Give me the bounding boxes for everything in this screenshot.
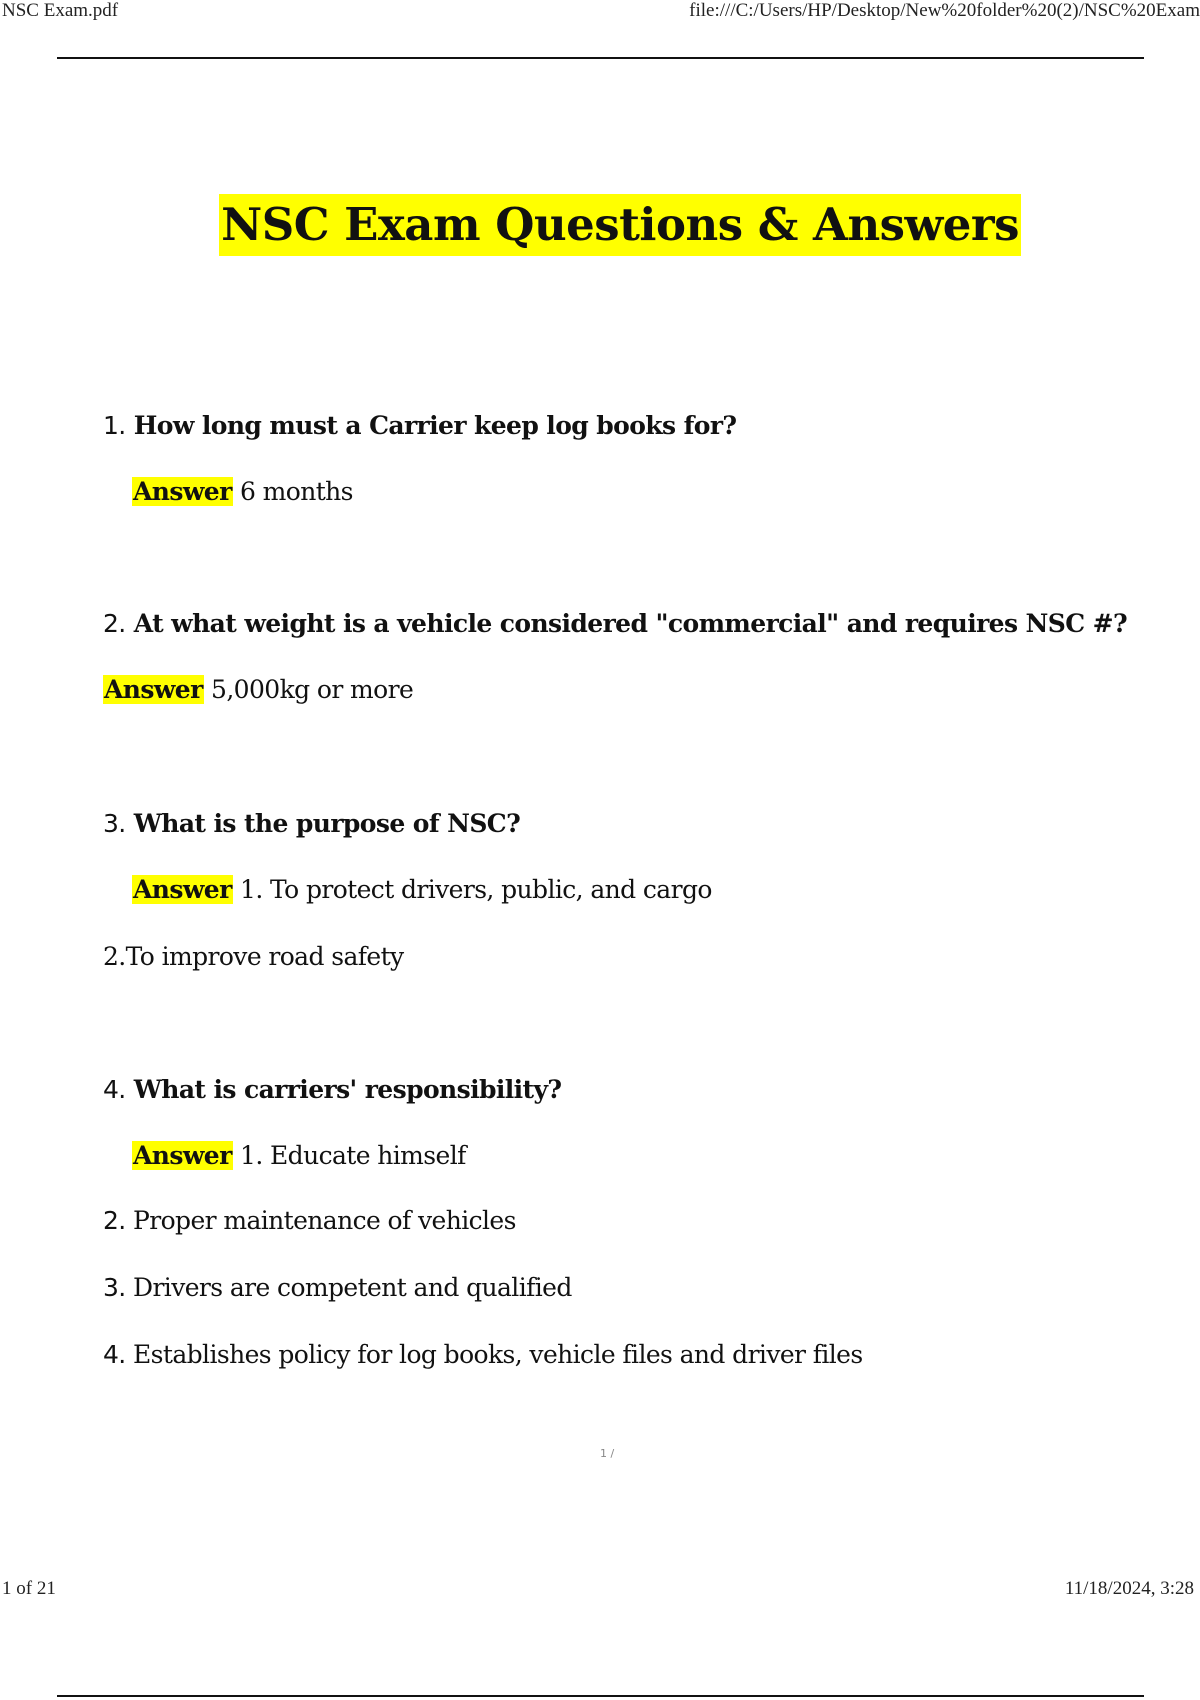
list-item-number: 3. — [103, 1273, 126, 1302]
question-text: How long must a Carrier keep log books for? — [133, 411, 737, 440]
print-footer-timestamp: 11/18/2024, 3:28 — [1064, 1578, 1194, 1599]
question-number: 4. — [103, 1075, 126, 1104]
question-4 — [103, 1073, 561, 1107]
list-item-number: 2. — [103, 1206, 126, 1235]
answer-1 — [132, 475, 353, 509]
answer-4-item-2 — [103, 1204, 516, 1238]
answer-text: 6 months — [240, 477, 353, 506]
question-1 — [103, 409, 736, 443]
answer-2 — [103, 673, 413, 707]
answer-4 — [132, 1139, 466, 1173]
question-number: 3. — [103, 809, 126, 838]
page-marker: 1 / — [600, 1447, 615, 1460]
question-text: What is carriers' responsibility? — [133, 1075, 562, 1104]
header-divider — [57, 57, 1144, 59]
answer-3 — [132, 873, 712, 907]
question-number: 2. — [103, 609, 126, 638]
document-title-wrapper — [0, 194, 1200, 256]
answer-4-item-4 — [103, 1338, 863, 1372]
question-3 — [103, 807, 520, 841]
answer-4-item-3 — [103, 1271, 572, 1305]
list-item-text: Establishes policy for log books, vehicle files and driver files — [133, 1340, 863, 1369]
question-text: What is the purpose of NSC? — [133, 809, 521, 838]
document-title: NSC Exam Questions & Answers — [219, 194, 1021, 256]
answer-text: 5,000kg or more — [211, 675, 414, 704]
answer-text: 1. Educate himself — [240, 1141, 466, 1170]
question-number: 1. — [103, 411, 126, 440]
question-text: At what weight is a vehicle considered "commercial" and requires NSC #? — [133, 609, 1128, 638]
print-footer-page-count: 1 of 21 — [2, 1578, 56, 1599]
footer-divider — [57, 1695, 1144, 1697]
list-item-number: 4. — [103, 1340, 126, 1369]
answer-label: Answer — [133, 1141, 232, 1170]
answer-label: Answer — [133, 477, 232, 506]
answer-label: Answer — [133, 875, 232, 904]
answer-3-continuation — [103, 940, 404, 974]
print-header-file-url: file:///C:/Users/HP/Desktop/New%20folder%20(2)/NSC%20Exam — [689, 0, 1200, 21]
list-item-text: Drivers are competent and qualified — [133, 1273, 572, 1302]
question-2 — [103, 607, 1127, 641]
list-item-text: Proper maintenance of vehicles — [133, 1206, 516, 1235]
answer-continuation-text: 2.To improve road safety — [103, 942, 404, 971]
print-header-document-title: NSC Exam.pdf — [2, 0, 119, 21]
answer-text: 1. To protect drivers, public, and cargo — [240, 875, 712, 904]
answer-label: Answer — [104, 675, 203, 704]
